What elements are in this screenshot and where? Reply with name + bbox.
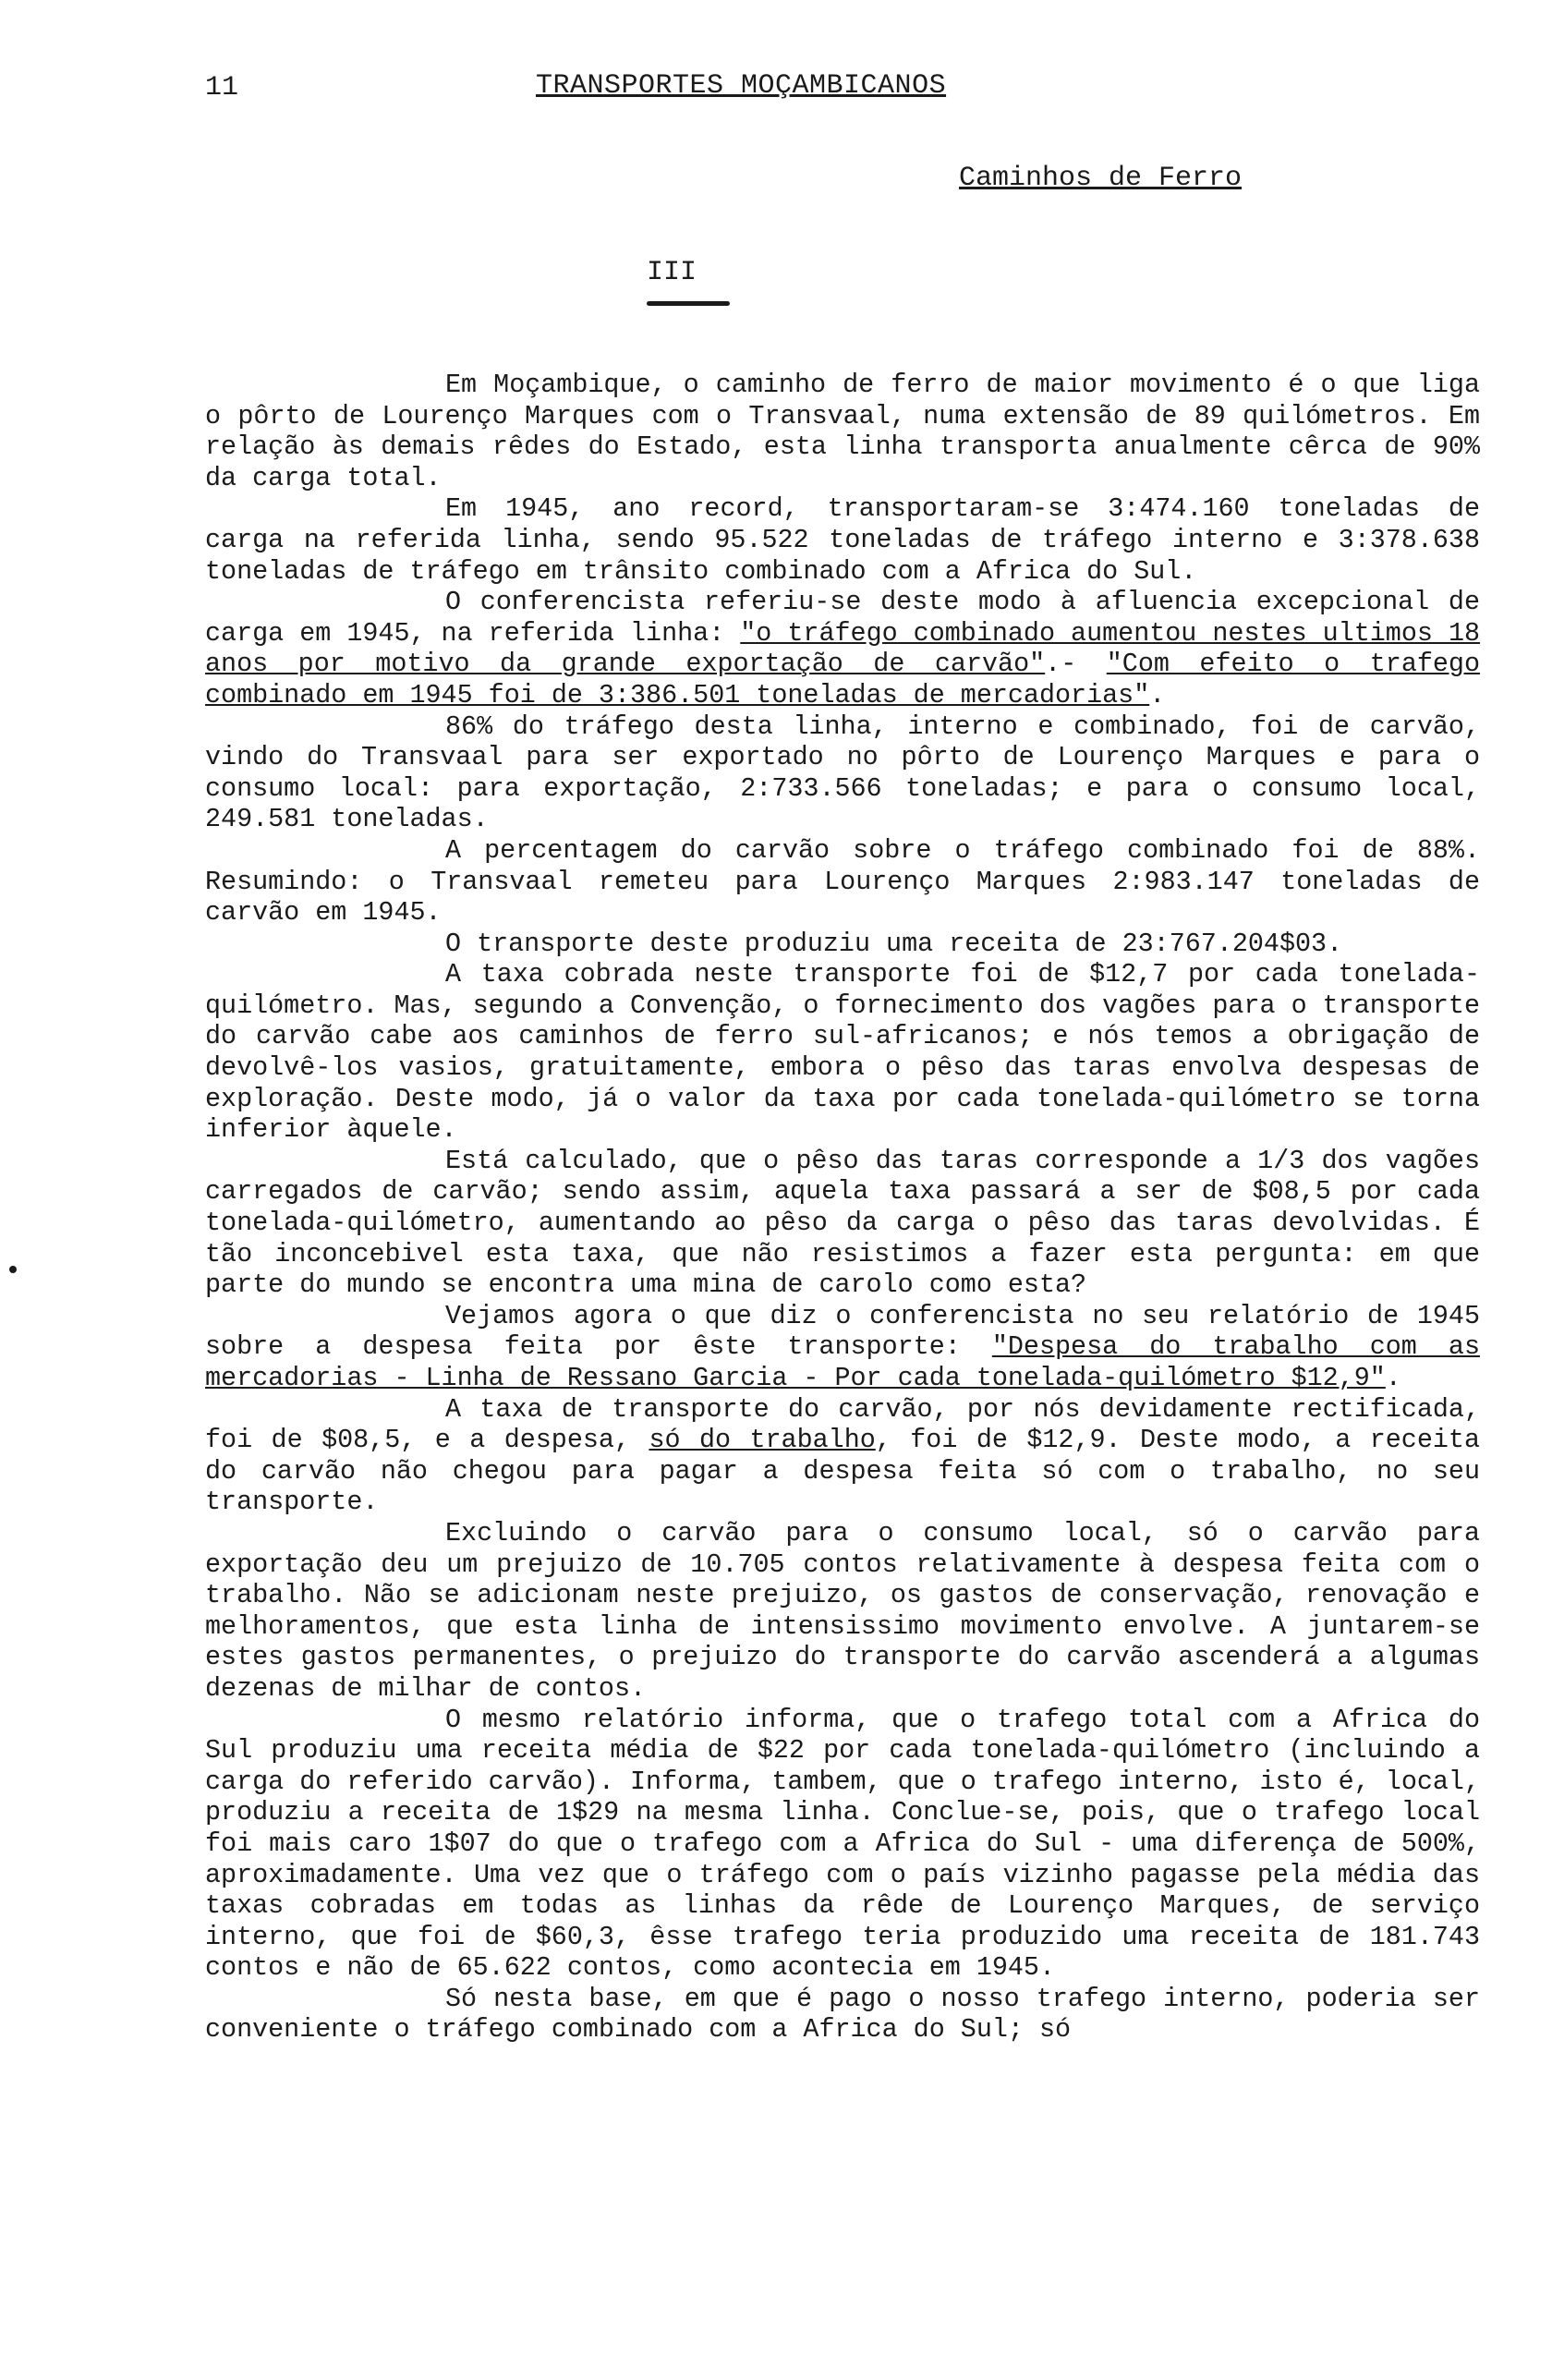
- paragraph-text: .-: [1045, 649, 1107, 680]
- paragraph-text: .: [1385, 1363, 1401, 1393]
- margin-dot: [9, 1266, 17, 1273]
- paragraph-text: A taxa de transporte do carvão, por nós devidamente rectificada, foi de $08,5, e a despesa,: [205, 1393, 1480, 1456]
- chapter-number: III: [647, 257, 697, 288]
- section-title: Caminhos de Ferro: [959, 163, 1243, 194]
- underlined-quote: "Despesa do trabalho com as mercadorias - Linha de Ressano Garcia - Por cada tonelada-quilómetro $12,9": [205, 1331, 1480, 1393]
- underlined-phrase: só do trabalho: [649, 1425, 876, 1456]
- paragraph: [205, 587, 1480, 710]
- running-title: TRANSPORTES MOÇAMBICANOS: [536, 70, 947, 102]
- chapter-rule: [647, 301, 730, 306]
- paragraph: [205, 1394, 1480, 1518]
- paragraph: Excluindo o carvão para o consumo local, só o carvão para exportação deu um prejuizo de 10.705 contos relativamente à despesa feita com o trabalho. Não se adicionam neste prejuizo, os gastos de conservação, renovação e melhoramentos, que esta linha de intensissimo movimento envolve. A juntarem-se estes gastos permanentes, o prejuizo do transporte do carvão ascenderá a algumas dezenas de milhar de contos.: [205, 1517, 1480, 1704]
- paragraph: [205, 1301, 1480, 1394]
- paragraph-text: O conferencista referiu-se deste modo à afluencia excepcional de carga em 1945, na referida linha:: [205, 587, 1480, 649]
- paragraph: Em 1945, ano record, transportaram-se 3:474.160 toneladas de carga na referida linha, sendo 95.522 toneladas de tráfego interno e 3:378.638 toneladas de tráfego em trânsito combinado com a Africa do Sul.: [205, 493, 1480, 587]
- paragraph: O mesmo relatório informa, que o trafego total com a Africa do Sul produziu uma receita média de $22 por cada tonelada-quilómetro (incluindo a carga do referido carvão). Informa, tambem, que o trafego interno, isto é, local, produziu a receita de 1$29 na mesma linha. Conclue-se, pois, que o trafego local foi mais caro 1$07 do que o trafego com a Africa do Sul - uma diferença de 500%, aproximadamente. Uma vez que o tráfego com o país vizinho pagasse pela média das taxas cobradas em todas as linhas da rêde de Lourenço Marques, de serviço interno, que foi de $60,3, êsse trafego teria produzido uma receita de 181.743 contos e não de 65.622 contos, como acontecia em 1945.: [205, 1704, 1481, 1984]
- paragraph: Está calculado, que o pêso das taras corresponde a 1/3 dos vagões carregados de carvão; sendo assim, aquela taxa passará a ser de $08,5 por cada tonelada-quilómetro, aumentando ao pêso da carga o pêso das taras devolvidas. É tão inconcebivel esta taxa, que não resistimos a fazer esta pergunta: em que parte do mundo se encontra uma mina de carolo como esta?: [205, 1145, 1480, 1301]
- paragraph: Em Moçambique, o caminho de ferro de maior movimento é o que liga o pôrto de Lourenço Marques com o Transvaal, numa extensão de 89 quilómetros. Em relação às demais rêdes do Estado, esta linha transporta anualmente cêrca de 90% da carga total.: [205, 370, 1480, 493]
- paragraph: A percentagem do carvão sobre o tráfego combinado foi de 88%. Resumindo: o Transvaal remeteu para Lourenço Marques 2:983.147 toneladas de carvão em 1945.: [205, 834, 1480, 929]
- document-body: [205, 370, 1480, 2046]
- page-number: 11: [205, 72, 239, 103]
- paragraph-text: .: [1149, 679, 1166, 710]
- paragraph-text: Vejamos agora o que diz o conferencista no seu relatório de 1945 sobre a despesa feita por êste transporte:: [205, 1300, 1480, 1363]
- underlined-quote: "o tráfego combinado aumentou nestes ultimos 18 anos por motivo da grande exportação de carvão": [205, 617, 1481, 680]
- paragraph: 86% do tráfego desta linha, interno e combinado, foi de carvão, vindo do Transvaal para ser exportado no pôrto de Lourenço Marques e para o consumo local: para exportação, 2:733.566 toneladas; e para o consumo local, 249.581 toneladas.: [205, 710, 1480, 835]
- paragraph: O transporte deste produziu uma receita de 23:767.204$03.: [445, 928, 1343, 959]
- underlined-quote: "Com efeito o trafego combinado em 1945 foi de 3:386.501 toneladas de mercadorias": [205, 649, 1481, 710]
- paragraph: Só nesta base, em que é pago o nosso trafego interno, poderia ser conveniente o tráfego combinado com a Africa do Sul; só: [205, 1983, 1480, 2046]
- paragraph: A taxa cobrada neste transporte foi de $12,7 por cada tonelada-quilómetro. Mas, segundo a Convenção, o fornecimento dos vagões para o transporte do carvão cabe aos caminhos de ferro sul-africanos; e nós temos a obrigação de devolvê-los vasios, gratuitamente, embora o pêso das taras envolva despesas de exploração. Deste modo, já o valor da taxa por cada tonelada-quilómetro se torna inferior àquele.: [205, 959, 1481, 1146]
- paragraph-text: , foi de $12,9. Deste modo, a receita do carvão não chegou para pagar a despesa feita só com o trabalho, no seu transporte.: [205, 1425, 1480, 1518]
